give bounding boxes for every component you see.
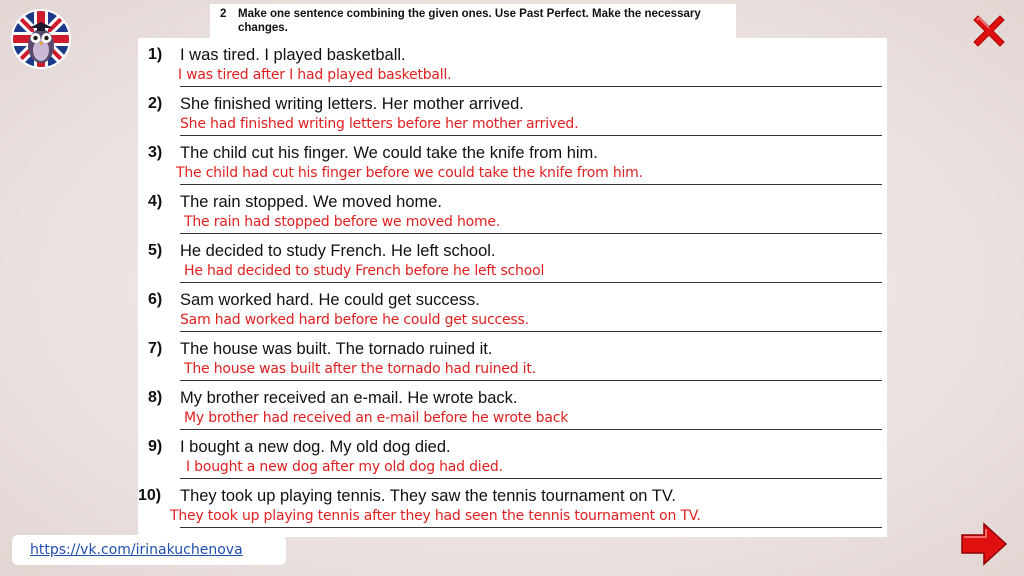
item-prompt: My brother received an e-mail. He wrote back. [180,389,518,407]
item-answer: The house was built after the tornado had ruined it. [184,361,536,377]
item-prompt: The child cut his finger. We could take the knife from him. [180,144,598,162]
item-prompt: I was tired. I played basketball. [180,46,406,64]
item-number: 2) [148,95,163,112]
item-answer: I was tired after I had played basketball. [178,67,452,83]
item-answer: She had finished writing letters before her mother arrived. [180,116,579,132]
item-answer: He had decided to study French before he left school [184,263,545,279]
item-prompt: I bought a new dog. My old dog died. [180,438,451,456]
task-instruction: Make one sentence combining the given ones. Use Past Perfect. Make the necessary changes. [238,8,701,34]
owl-uk-flag-icon [10,8,72,70]
item-number: 7) [148,340,163,357]
answer-line [180,527,882,528]
item-number: 9) [148,438,163,455]
item-prompt: She finished writing letters. Her mother arrived. [180,95,524,113]
item-prompt: He decided to study French. He left school. [180,242,496,260]
item-answer: The rain had stopped before we moved home. [184,214,501,230]
answer-line [180,86,882,87]
item-number: 4) [148,193,163,210]
item-answer: The child had cut his finger before we could take the knife from him. [176,165,643,181]
item-prompt: Sam worked hard. He could get success. [180,291,480,309]
answer-line [180,380,882,381]
red-arrow-right-icon[interactable] [958,520,1010,568]
task-number: 2 [220,8,227,20]
worksheet [138,38,887,537]
item-number: 1) [148,46,163,63]
answer-line [180,135,882,136]
item-number: 6) [148,291,163,308]
item-answer: Sam had worked hard before he could get success. [180,312,529,328]
task-header [210,4,736,38]
answer-line [180,184,882,185]
answer-line [180,233,882,234]
answer-line [180,478,882,479]
item-prompt: They took up playing tennis. They saw the tennis tournament on TV. [180,487,676,505]
item-prompt: The rain stopped. We moved home. [180,193,443,211]
answer-line [180,429,882,430]
item-answer: They took up playing tennis after they had seen the tennis tournament on TV. [170,508,701,524]
item-number: 8) [148,389,163,406]
answer-line [180,282,882,283]
footer-link-box [12,535,286,565]
item-answer: My brother had received an e-mail before he wrote back [184,410,569,426]
item-number: 3) [148,144,163,161]
item-number: 10) [138,487,162,504]
item-prompt: The house was built. The tornado ruined it. [180,340,493,358]
item-answer: I bought a new dog after my old dog had died. [186,459,503,475]
item-number: 5) [148,242,163,259]
vk-link[interactable]: https://vk.com/irinakuchenova [30,542,243,558]
answer-line [180,331,882,332]
red-x-icon[interactable] [968,10,1010,52]
